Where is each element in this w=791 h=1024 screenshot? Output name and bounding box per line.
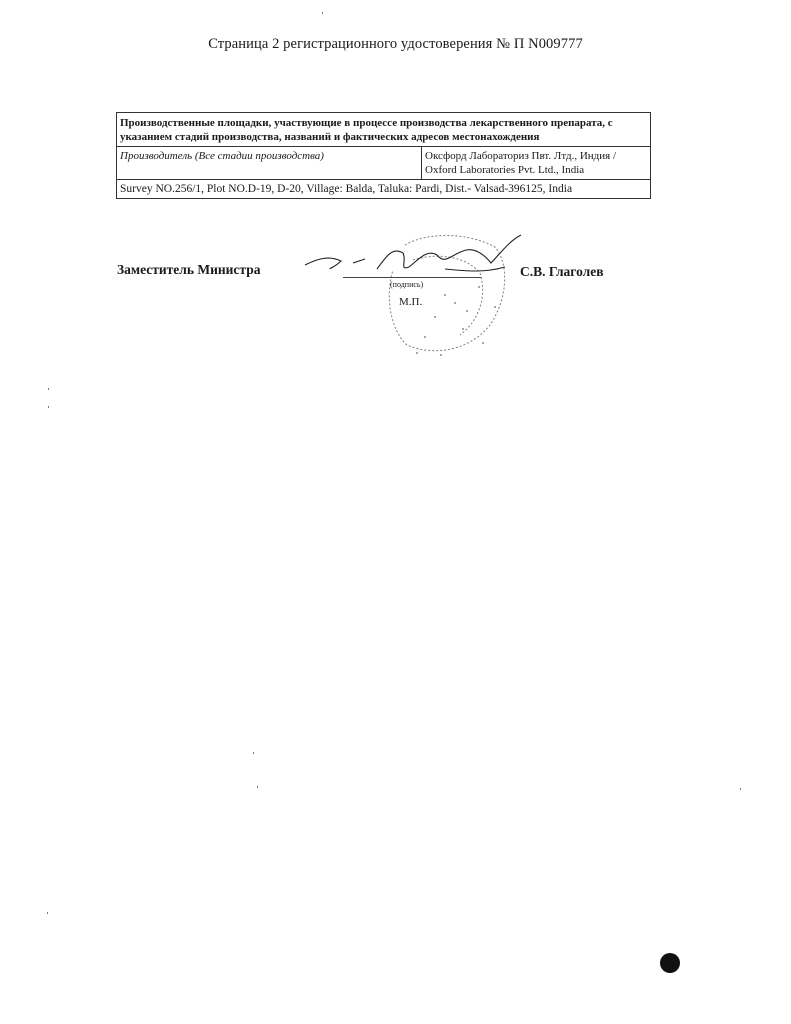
table-heading: Производственные площадки, участвующие в процессе производства лекарственного препарата, с указанием стадий производства, названий и фактических адресов местонахождения	[117, 113, 651, 147]
scan-speck	[48, 388, 49, 390]
black-dot-mark	[660, 953, 680, 973]
signature-line	[343, 277, 481, 278]
manufacturer-name-cell	[422, 147, 651, 180]
scan-speck	[740, 788, 741, 790]
signatory-position: Заместитель Министра	[117, 262, 261, 277]
manufacturer-address: Survey NO.256/1, Plot NO.D-19, D-20, Village: Balda, Taluka: Pardi, Dist.- Valsad-396125, India	[117, 180, 651, 199]
scan-speck	[48, 406, 49, 408]
scan-speck	[257, 786, 258, 788]
signature-caption: (подпись)	[390, 280, 424, 289]
scan-speck	[253, 752, 254, 754]
page-title: Страница 2 регистрационного удостоверения № П N009777	[208, 36, 583, 52]
manufacturer-row	[117, 147, 651, 180]
production-sites-table	[116, 112, 651, 199]
address-row	[117, 180, 651, 199]
manufacturer-role: Производитель (Все стадии производства)	[117, 147, 422, 180]
signatory-name: С.В. Глаголев	[520, 264, 604, 279]
scan-speck	[322, 12, 323, 14]
manufacturer-name-en: Oxford Laboratories Pvt. Ltd., India	[425, 164, 585, 176]
manufacturer-name-ru: Оксфорд Лабораториз Пвт. Лтд., Индия /	[425, 150, 617, 162]
stamp-label: М.П.	[399, 296, 423, 308]
table-heading-row	[117, 113, 651, 147]
scan-speck	[47, 912, 48, 914]
